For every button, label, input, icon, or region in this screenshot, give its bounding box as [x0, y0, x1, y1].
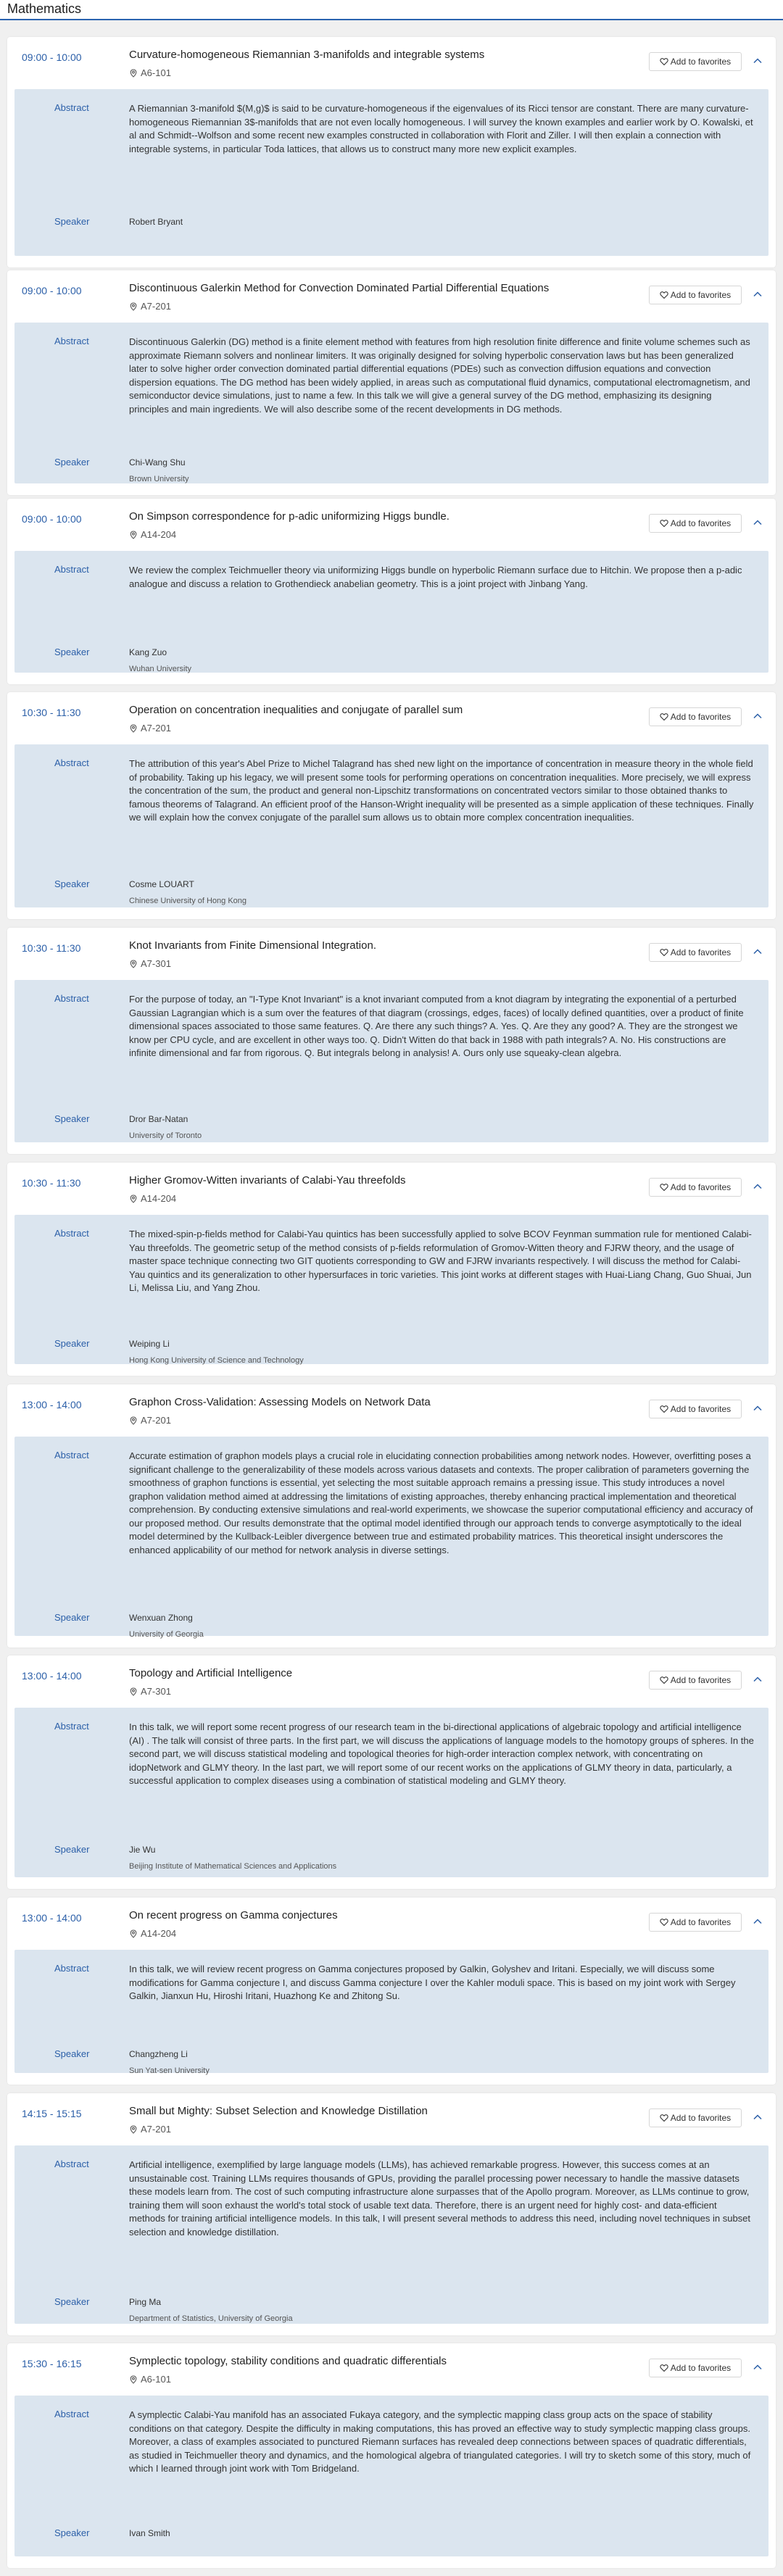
chevron-up-icon — [752, 1674, 763, 1685]
talk-room — [129, 301, 171, 312]
speaker-row — [14, 2498, 768, 2539]
room-label: A7-201 — [141, 301, 171, 312]
room-label: A7-201 — [141, 723, 171, 734]
collapse-toggle[interactable] — [750, 2109, 766, 2125]
heart-icon — [660, 291, 668, 299]
talk-room — [129, 2124, 171, 2135]
favorite-label: Add to favorites — [670, 1675, 732, 1685]
abstract-label: Abstract — [54, 757, 89, 768]
location-pin-icon — [129, 1194, 138, 1203]
abstract-row — [14, 744, 768, 848]
talk-time: 15:30 - 16:15 — [22, 2358, 82, 2369]
speaker-label: Speaker — [54, 1113, 90, 1124]
speaker-info — [129, 2048, 210, 2076]
talk-header[interactable] — [7, 270, 776, 323]
chevron-up-icon — [752, 288, 763, 300]
talk-time: 14:15 - 15:15 — [22, 2108, 82, 2119]
favorite-label: Add to favorites — [670, 2363, 732, 2373]
speaker-label: Speaker — [54, 647, 90, 657]
room-label: A14-204 — [141, 529, 177, 540]
abstract-row — [14, 323, 768, 428]
room-label: A7-201 — [141, 1415, 171, 1426]
abstract-text: Discontinuous Galerkin (DG) method is a finite element method with features from high resolution finite difference and finite volume schemes such as approximate Riemann solvers and nonlinear limiters. It was originally designed for solving hyperbolic conservation laws but has been generalized later to solve higher order convection dominated partial differential equations (PDEs) such as convection diffusion equations and convection dispersion equations. The DG method has been widely applied, in areas such as computational fluid dynamics, computational electromagnetism, and semiconductor device simulations, just to name a few. In this talk we will give a general survey of the DG method, emphasizing its designing principles and main ingredients. We will also describe some of the recent developments in DG methods. — [129, 336, 750, 415]
room-label: A14-204 — [141, 1193, 177, 1204]
speaker-name: Robert Bryant — [129, 217, 183, 227]
talk-details — [14, 89, 768, 256]
add-to-favorites-button[interactable] — [649, 1400, 742, 1418]
heart-icon — [660, 948, 668, 957]
talk-details — [14, 1950, 768, 2073]
favorite-label: Add to favorites — [670, 1917, 732, 1927]
chevron-up-icon — [752, 1181, 763, 1192]
speaker-info — [129, 216, 183, 228]
speaker-name: Chi-Wang Shu — [129, 457, 186, 468]
add-to-favorites-button[interactable] — [649, 514, 742, 533]
talk-room — [129, 529, 176, 540]
talk-card — [7, 2343, 776, 2568]
location-pin-icon — [129, 2375, 138, 2384]
talk-title: Higher Gromov-Witten invariants of Calabi-Yau threefolds — [129, 1174, 406, 1187]
talk-title: Symplectic topology, stability conditions and quadratic differentials — [129, 2355, 447, 2367]
add-to-favorites-button[interactable] — [649, 1913, 742, 1932]
talk-card — [7, 1384, 776, 1648]
abstract-label: Abstract — [54, 1963, 89, 1974]
abstract-row — [14, 1437, 768, 1582]
collapse-toggle[interactable] — [750, 1914, 766, 1929]
talk-title: Operation on concentration inequalities and conjugate of parallel sum — [129, 704, 463, 716]
chevron-up-icon — [752, 2361, 763, 2373]
talk-card — [7, 1163, 776, 1376]
heart-icon — [660, 1676, 668, 1684]
speaker-affiliation: University of Georgia — [129, 1630, 204, 1639]
talk-title: On Simpson correspondence for p-adic uniformizing Higgs bundle. — [129, 510, 450, 523]
abstract-row — [14, 1708, 768, 1813]
abstract-text: The mixed-spin-p-fields method for Calabi-Yau quintics has been successfully applied to solve BCOV Feynman summation rule for mentioned Calabi-Yau threefolds. The geometric setup of the method consists of p-fields reformulation of Gromov-Witten theory and FJRW theory, and the usage of master space technique connecting two GIT quotients corresponding to GW and FJRW invariants respectively. I will discuss the method for Calabi-Yau quintics and its generalization to other hypersurfaces in toric varieties. This joint works at different stages with Huai-Liang Chang, Guo Shuai, Jun Li, Melissa Liu, and Yang Zhou. — [129, 1229, 752, 1293]
speaker-info — [129, 1338, 304, 1366]
speaker-row — [14, 2266, 768, 2324]
collapse-toggle[interactable] — [750, 944, 766, 960]
talk-title: On recent progress on Gamma conjectures — [129, 1909, 338, 1921]
abstract-text: We review the complex Teichmueller theory via uniformizing Higgs bundle on hyperbolic Riemann surface due to Hitchin. We propose then a p-adic analogue and discuss a relation to Grothendieck anabelian geometry. This is a joint project with Jinbang Yang. — [129, 565, 742, 589]
speaker-affiliation: Brown University — [129, 475, 189, 483]
speaker-name: Ping Ma — [129, 2297, 162, 2307]
talk-time: 10:30 - 11:30 — [22, 942, 81, 954]
speaker-label: Speaker — [54, 216, 90, 227]
speaker-name: Weiping Li — [129, 1339, 170, 1349]
heart-icon — [660, 57, 668, 66]
talk-title: Graphon Cross-Validation: Assessing Models on Network Data — [129, 1396, 431, 1408]
add-to-favorites-button[interactable] — [649, 2359, 742, 2377]
speaker-info — [129, 1612, 204, 1640]
location-pin-icon — [129, 724, 138, 733]
talk-title: Topology and Artificial Intelligence — [129, 1667, 293, 1679]
location-pin-icon — [129, 302, 138, 311]
heart-icon — [660, 1183, 668, 1192]
abstract-label: Abstract — [54, 993, 89, 1004]
favorite-label: Add to favorites — [670, 2113, 732, 2123]
collapse-toggle[interactable] — [750, 515, 766, 531]
abstract-text: For the purpose of today, an "I-Type Knot Invariant" is a knot invariant computed from a knot diagram by integrating the exponential of a perturbed Gaussian Lagrangian which is a sum over the features of that diagram (crossings, edges, faces) of locally defined quantities, over a product of finite dimensional spaces associated to those same features. Q. Are there any such things? A. Yes. Q. Are they any good? A. They are the strongest we know per CPU cycle, and are excellent in other ways too. Q. Didn't Witten do that back in 1988 with path integrals? A. No. His constructions are infinite dimensional and far from rigorous. Q. But integrals belong in analysis! A. Ours only use squeaky-clean algebra. — [129, 994, 744, 1058]
speaker-info — [129, 2296, 293, 2324]
chevron-up-icon — [752, 55, 763, 67]
talk-card — [7, 499, 776, 684]
talk-header[interactable] — [7, 692, 776, 744]
location-pin-icon — [129, 1929, 138, 1938]
talk-room — [129, 723, 171, 734]
abstract-row — [14, 551, 768, 616]
abstract-label: Abstract — [54, 2159, 89, 2169]
room-label: A14-204 — [141, 1928, 177, 1939]
room-label: A6-101 — [141, 2374, 171, 2385]
chevron-up-icon — [752, 1403, 763, 1414]
talk-details — [14, 1215, 768, 1364]
heart-icon — [660, 2364, 668, 2372]
speaker-info — [129, 647, 191, 674]
talk-title: Discontinuous Galerkin Method for Convection Dominated Partial Differential Equations — [129, 282, 550, 294]
collapse-toggle[interactable] — [750, 1179, 766, 1194]
speaker-name: Jie Wu — [129, 1845, 156, 1855]
talk-header[interactable] — [7, 2343, 776, 2396]
talk-details — [14, 323, 768, 483]
speaker-row — [14, 1813, 768, 1871]
talk-title: Curvature-homogeneous Riemannian 3-manifolds and integrable systems — [129, 49, 485, 61]
add-to-favorites-button[interactable] — [649, 52, 742, 71]
talk-header[interactable] — [7, 1655, 776, 1708]
collapse-toggle[interactable] — [750, 708, 766, 724]
abstract-row — [14, 1215, 768, 1308]
favorite-label: Add to favorites — [670, 518, 732, 528]
abstract-row — [14, 980, 768, 1083]
talk-card — [7, 928, 776, 1154]
abstract-label: Abstract — [54, 102, 89, 113]
room-label: A7-301 — [141, 1686, 171, 1697]
favorite-label: Add to favorites — [670, 1404, 732, 1414]
chevron-up-icon — [752, 710, 763, 722]
abstract-text: In this talk, we will review recent progress on Gamma conjectures proposed by Galkin, Golyshev and Iritani. Especially, we will discuss some modifications for Gamma conjecture I, and discuss Gamma conjecture I over the Kahler moduli space. This is based on my joint work with Sergey Galkin, Jianxun Hu, Hiroshi Iritani, Huazhong Ke and Zhitong Su. — [129, 1964, 736, 2001]
speaker-name: Dror Bar-Natan — [129, 1114, 188, 1124]
abstract-row — [14, 2396, 768, 2498]
talk-title: Knot Invariants from Finite Dimensional Integration. — [129, 939, 376, 952]
abstract-text: Accurate estimation of graphon models plays a crucial role in elucidating connection probabilities among network nodes. However, overfitting poses a significant challenge to the generalizability of these models across various datasets and contexts. The proper calibration of parameters governing the smoothness of graphon functions is essential, yet selecting the most suitable approach remains a pressing issue. This study introduces a novel graphon validation method aimed at addressing the limitations of existing approaches, thereby enhancing practical implementation and theoretical comprehension. By conducting extensive simulations and real-world experiments, we showcase the superior computational efficiency and accuracy of our proposed method. Our results demonstrate that the optimal model identified through our approach tends to converge asymptotically to the ideal model determined by the Kullback-Leibler divergence between true and estimated probability matrices. This theoretical insight underscores the enhanced applicability of our method for network analysis in diverse settings. — [129, 1450, 753, 1555]
collapse-toggle[interactable] — [750, 286, 766, 302]
collapse-toggle[interactable] — [750, 1400, 766, 1416]
location-pin-icon — [129, 1687, 138, 1696]
speaker-row — [14, 1083, 768, 1141]
favorite-label: Add to favorites — [670, 290, 732, 300]
talk-time: 09:00 - 10:00 — [22, 513, 82, 525]
talk-room — [129, 1193, 176, 1204]
speaker-row — [14, 2018, 768, 2076]
add-to-favorites-button[interactable] — [649, 1178, 742, 1197]
speaker-label: Speaker — [54, 457, 90, 468]
talk-time: 09:00 - 10:00 — [22, 51, 82, 63]
heart-icon — [660, 1405, 668, 1413]
collapse-toggle[interactable] — [750, 1671, 766, 1687]
room-label: A7-201 — [141, 2124, 171, 2135]
speaker-label: Speaker — [54, 878, 90, 889]
abstract-text: Artificial intelligence, exemplified by large language models (LLMs), has achieved remarkable progress. However, this success comes at an unsustainable cost. Training LLMs requires thousands of GPUs, providing the parallel processing power necessary to handle the massive datasets these models learn from. The cost of such computing infrastructure alone surpasses that of the Apollo program. Moreover, as LLMs continue to grow, training them will soon exhaust the world's total stock of usable text data. Therefore, there is an urgent need for highly cost- and data-efficient methods for training artificial intelligence models. In this talk, I will present several methods to address this need, including novel techniques in subset selection and knowledge distillation. — [129, 2159, 751, 2238]
talk-room — [129, 958, 171, 969]
location-pin-icon — [129, 69, 138, 78]
heart-icon — [660, 519, 668, 528]
talk-time: 13:00 - 14:00 — [22, 1670, 82, 1682]
talk-header[interactable] — [7, 928, 776, 980]
speaker-affiliation: Sun Yat-sen University — [129, 2066, 210, 2075]
heart-icon — [660, 712, 668, 721]
speaker-row — [14, 1308, 768, 1366]
speaker-row — [14, 184, 768, 228]
add-to-favorites-button[interactable] — [649, 707, 742, 726]
location-pin-icon — [129, 960, 138, 968]
speaker-affiliation: Department of Statistics, University of Georgia — [129, 2314, 293, 2323]
talk-room — [129, 2374, 171, 2385]
heart-icon — [660, 1918, 668, 1927]
collapse-toggle[interactable] — [750, 2359, 766, 2375]
talk-header[interactable] — [7, 1384, 776, 1437]
talk-header[interactable] — [7, 1163, 776, 1215]
speaker-info — [129, 2527, 170, 2539]
talk-details — [14, 1437, 768, 1639]
talk-details — [14, 980, 768, 1142]
talk-time: 10:30 - 11:30 — [22, 1177, 81, 1189]
abstract-row — [14, 89, 768, 184]
chevron-up-icon — [752, 946, 763, 957]
abstract-row — [14, 2145, 768, 2266]
speaker-info — [129, 878, 246, 906]
talk-header[interactable] — [7, 37, 776, 89]
abstract-text: A Riemannian 3-manifold $(M,g)$ is said to be curvature-homogeneous if the eigenvalues of its Ricci tensor are constant. There are many curvature-homogeneous Riemannian 3$-manifolds that are not even locally homogeneous. I will survey the known examples and earlier work by O. Kowalski, et al and Schmidt--Wolfson and some recent new examples constructed in collaboration with Florit and Ziller. I will then explain a connection with integrable systems, in particular Toda lattices, that allows us to construct many more new explicit examples. — [129, 103, 753, 154]
room-label: A6-101 — [141, 67, 171, 78]
speaker-name: Cosme LOUART — [129, 879, 194, 889]
talk-card — [7, 1898, 776, 2085]
speaker-label: Speaker — [54, 1338, 90, 1349]
talk-header[interactable] — [7, 499, 776, 551]
abstract-label: Abstract — [54, 564, 89, 575]
abstract-text: A symplectic Calabi-Yau manifold has an associated Fukaya category, and the symplectic mapping class group acts on the space of stability conditions on that category. Despite the difficulty in making computations, this has proved an effective way to study symplectic mapping class groups. Moreover, a class of examples associated to punctured Riemann surfaces has revealed deep connections between spaces of quadratic differentials, as studied in Teichmueller theory and dynamics, and the homological algebra of triangulated categories. I will try to sketch some of this story, much of which I learned through joint work with Tom Bridgeland. — [129, 2409, 751, 2474]
talk-card — [7, 270, 776, 495]
speaker-name: Kang Zuo — [129, 647, 167, 657]
speaker-info — [129, 1844, 336, 1871]
talk-details — [14, 1708, 768, 1877]
talk-room — [129, 1686, 171, 1697]
speaker-label: Speaker — [54, 1844, 90, 1855]
talk-room — [129, 1415, 171, 1426]
favorite-label: Add to favorites — [670, 1182, 732, 1192]
speaker-row — [14, 428, 768, 484]
talk-title: Small but Mighty: Subset Selection and Knowledge Distillation — [129, 2105, 428, 2117]
talk-header[interactable] — [7, 1898, 776, 1950]
talk-card — [7, 692, 776, 919]
speaker-row — [14, 848, 768, 906]
speaker-affiliation: Wuhan University — [129, 665, 191, 673]
location-pin-icon — [129, 2125, 138, 2134]
chevron-up-icon — [752, 2111, 763, 2123]
abstract-label: Abstract — [54, 2409, 89, 2419]
talk-room — [129, 1928, 176, 1939]
talk-card — [7, 37, 776, 267]
talk-details — [14, 744, 768, 907]
abstract-label: Abstract — [54, 1721, 89, 1732]
add-to-favorites-button[interactable] — [649, 943, 742, 962]
speaker-row — [14, 616, 768, 674]
chevron-up-icon — [752, 1916, 763, 1927]
abstract-row — [14, 1950, 768, 2018]
speaker-info — [129, 457, 189, 484]
speaker-name: Ivan Smith — [129, 2528, 170, 2538]
speaker-affiliation: University of Toronto — [129, 1131, 202, 1140]
talk-details — [14, 551, 768, 673]
talk-card — [7, 1655, 776, 1889]
abstract-label: Abstract — [54, 336, 89, 346]
talk-time: 09:00 - 10:00 — [22, 285, 82, 296]
talk-card — [7, 2093, 776, 2335]
location-pin-icon — [129, 531, 138, 539]
abstract-label: Abstract — [54, 1450, 89, 1461]
speaker-label: Speaker — [54, 2296, 90, 2307]
speaker-affiliation: Chinese University of Hong Kong — [129, 897, 247, 905]
favorite-label: Add to favorites — [670, 712, 732, 722]
favorite-label: Add to favorites — [670, 947, 732, 957]
chevron-up-icon — [752, 517, 763, 528]
talk-room — [129, 67, 171, 78]
speaker-affiliation: Hong Kong University of Science and Technology — [129, 1356, 304, 1365]
talk-details — [14, 2396, 768, 2556]
abstract-text: The attribution of this year's Abel Prize to Michel Talagrand has shed new light on the importance of concentration in measure theory in the whole field of probability. Taking up his legacy, we will present some tools for performing operations on concentration inequalities. More precisely, we will express the concentration of the sum, the product and general non-Lipschitz transformations on concentrated vectors similar to those obtained thanks to famous theorems of Talagrand. An efficient proof of the Hanson-Wright inequality will be presented as a simple application of these techniques. Finally we will explain how the convex conjugate of the parallel sum allows us to obtain more complex concentration inequalities. — [129, 758, 754, 823]
talk-details — [14, 2145, 768, 2324]
speaker-row — [14, 1582, 768, 1640]
add-to-favorites-button[interactable] — [649, 286, 742, 304]
speaker-name: Wenxuan Zhong — [129, 1613, 193, 1623]
talk-time: 13:00 - 14:00 — [22, 1399, 82, 1410]
section-title: Mathematics — [0, 0, 783, 20]
add-to-favorites-button[interactable] — [649, 2108, 742, 2127]
add-to-favorites-button[interactable] — [649, 1671, 742, 1690]
room-label: A7-301 — [141, 958, 171, 969]
talk-time: 13:00 - 14:00 — [22, 1912, 82, 1924]
abstract-label: Abstract — [54, 1228, 89, 1239]
speaker-label: Speaker — [54, 1612, 90, 1623]
speaker-affiliation: Beijing Institute of Mathematical Sciences and Applications — [129, 1862, 337, 1871]
location-pin-icon — [129, 1416, 138, 1425]
speaker-label: Speaker — [54, 2527, 90, 2538]
talk-time: 10:30 - 11:30 — [22, 707, 81, 718]
speaker-label: Speaker — [54, 2048, 90, 2059]
collapse-toggle[interactable] — [750, 53, 766, 69]
favorite-label: Add to favorites — [670, 57, 732, 67]
heart-icon — [660, 2114, 668, 2122]
talk-header[interactable] — [7, 2093, 776, 2145]
speaker-info — [129, 1113, 202, 1141]
abstract-text: In this talk, we will report some recent progress of our research team in the bi-directional applications of algebraic topology and artificial intelligence (AI) . The talk will consist of three parts. In the first part, we will discuss the applications of language models to the homotopy groups of spheres. In the second part, we will discuss statistical modeling and topological theories for high-order interaction complex network, with concentrating on idopNetwork and GLMY theory. In the last part, we will report some of our recent works on the applications of GLMY theory in data, particularly, a successful application to complex diseases using a combination of statistical modeling and GLMY theory. — [129, 1721, 754, 1786]
speaker-name: Changzheng Li — [129, 2049, 188, 2059]
